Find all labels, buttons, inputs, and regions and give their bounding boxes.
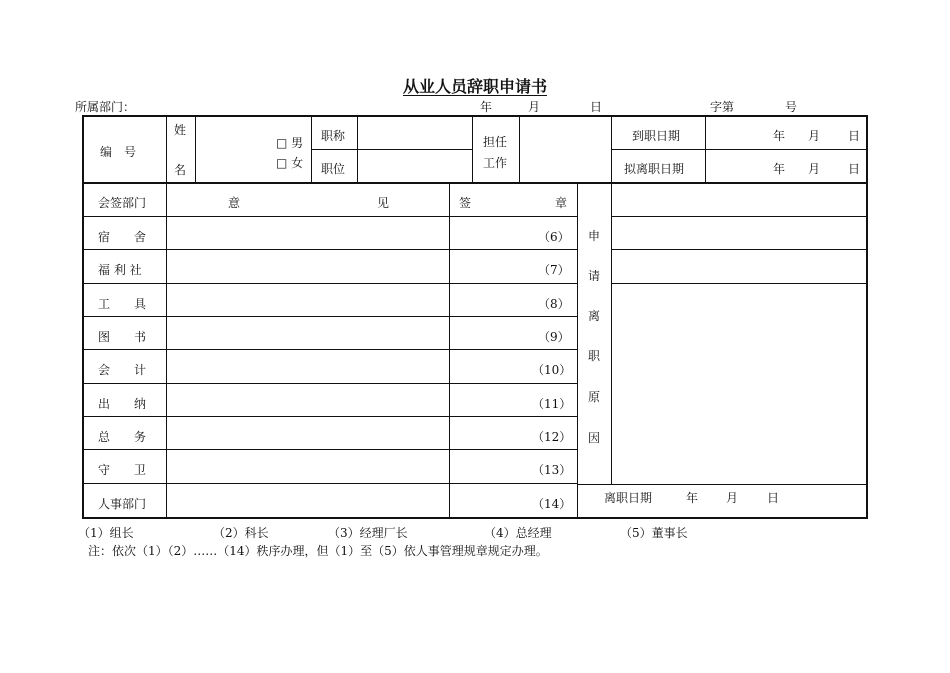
name-label-cell bbox=[166, 115, 195, 183]
leave-year: 年 bbox=[686, 491, 699, 505]
opinion-field[interactable] bbox=[167, 384, 449, 416]
start-date-label: 到职日期 bbox=[632, 129, 681, 143]
start-date-field[interactable] bbox=[706, 116, 867, 148]
role-legend: （3）经理厂长 bbox=[328, 526, 408, 540]
row-number: （10） bbox=[532, 363, 572, 377]
reason-char: 因 bbox=[587, 431, 600, 445]
plan-month: 月 bbox=[808, 162, 821, 176]
duty-label: 工作 bbox=[483, 156, 508, 170]
row-dept: 图 书 bbox=[98, 330, 147, 344]
plan-day: 日 bbox=[848, 162, 861, 176]
plan-year: 年 bbox=[773, 162, 786, 176]
start-day: 日 bbox=[848, 129, 861, 143]
row-dept: 福 利 社 bbox=[98, 263, 142, 277]
position-label: 职位 bbox=[321, 162, 346, 176]
ref-num: 号 bbox=[785, 100, 798, 114]
row-number: （11） bbox=[532, 397, 572, 411]
duty-field[interactable] bbox=[520, 116, 610, 182]
role-legend: （1）组长 bbox=[78, 526, 134, 540]
opinion-field[interactable] bbox=[167, 217, 449, 249]
role-legend: （5）董事长 bbox=[620, 526, 688, 540]
row-dept: 会 计 bbox=[98, 363, 147, 377]
leave-month: 月 bbox=[726, 491, 739, 505]
signature-field[interactable] bbox=[450, 417, 530, 449]
name-char: 姓 bbox=[174, 123, 187, 137]
row-dept: 人事部门 bbox=[98, 497, 147, 511]
row-dept: 总 务 bbox=[98, 430, 147, 444]
row-number: （12） bbox=[532, 430, 572, 444]
signature-field[interactable] bbox=[450, 217, 530, 249]
col-header-sign: 章 bbox=[555, 196, 568, 210]
row-dept: 守 卫 bbox=[98, 463, 147, 477]
signature-field[interactable] bbox=[450, 450, 530, 482]
form-title: 从业人员辞职申请书 bbox=[402, 77, 547, 96]
title-field[interactable] bbox=[358, 116, 471, 148]
reason-char: 原 bbox=[587, 390, 600, 404]
row-dept: 宿 舍 bbox=[98, 230, 147, 244]
row-number: （8） bbox=[538, 297, 570, 311]
opinion-field[interactable] bbox=[167, 484, 449, 517]
start-year: 年 bbox=[773, 129, 786, 143]
male-checkbox[interactable]: □ 男 bbox=[276, 136, 304, 150]
reason-field[interactable] bbox=[612, 184, 867, 483]
row-number: （6） bbox=[538, 230, 570, 244]
row-dept: 工 具 bbox=[98, 297, 147, 311]
leave-day: 日 bbox=[767, 491, 780, 505]
position-field[interactable] bbox=[358, 150, 471, 182]
female-checkbox[interactable]: □ 女 bbox=[276, 156, 304, 170]
reason-char: 申 bbox=[587, 229, 600, 243]
planned-leave-label: 拟离职日期 bbox=[624, 162, 685, 176]
signature-field[interactable] bbox=[450, 384, 530, 416]
header-month: 月 bbox=[528, 100, 541, 114]
ref-char: 字第 bbox=[710, 100, 735, 114]
opinion-field[interactable] bbox=[167, 284, 449, 316]
row-number: （9） bbox=[538, 330, 570, 344]
duty-label: 担任 bbox=[483, 135, 508, 149]
col-header-sign: 签 bbox=[459, 196, 472, 210]
row-dept: 出 纳 bbox=[98, 397, 147, 411]
opinion-field[interactable] bbox=[167, 317, 449, 349]
opinion-field[interactable] bbox=[167, 417, 449, 449]
code-label: 编 号 bbox=[100, 145, 137, 159]
col-header-opinion: 见 bbox=[377, 196, 390, 210]
reason-char: 离 bbox=[587, 309, 600, 323]
signature-field[interactable] bbox=[450, 317, 530, 349]
role-legend: （2）科长 bbox=[213, 526, 269, 540]
row-number: （7） bbox=[538, 263, 570, 277]
opinion-field[interactable] bbox=[167, 250, 449, 282]
col-header-opinion: 意 bbox=[228, 196, 241, 210]
dept-label: 所属部门： bbox=[75, 100, 136, 114]
col-header-dept: 会签部门 bbox=[98, 196, 147, 210]
signature-field[interactable] bbox=[450, 284, 530, 316]
grid-line bbox=[577, 484, 868, 485]
start-month: 月 bbox=[808, 129, 821, 143]
opinion-field[interactable] bbox=[167, 350, 449, 382]
title-label: 职称 bbox=[321, 129, 346, 143]
row-number: （14） bbox=[532, 497, 572, 511]
signature-field[interactable] bbox=[450, 484, 530, 517]
signature-field[interactable] bbox=[450, 250, 530, 282]
header-year: 年 bbox=[480, 100, 493, 114]
role-legend: （4）总经理 bbox=[484, 526, 552, 540]
grid-line bbox=[472, 115, 473, 183]
header-day: 日 bbox=[590, 100, 603, 114]
opinion-field[interactable] bbox=[167, 450, 449, 482]
signature-field[interactable] bbox=[450, 350, 530, 382]
name-char: 名 bbox=[174, 163, 187, 177]
planned-leave-field[interactable] bbox=[706, 150, 867, 182]
reason-char: 职 bbox=[587, 349, 600, 363]
grid-line bbox=[577, 183, 578, 519]
footnote: 注：依次（1）（2）……（14）秩序办理，但（1）至（5）依人事管理规章规定办理。 bbox=[88, 544, 548, 558]
row-number: （13） bbox=[532, 463, 572, 477]
reason-char: 请 bbox=[587, 269, 600, 283]
leave-date-label: 离职日期 bbox=[604, 491, 653, 505]
